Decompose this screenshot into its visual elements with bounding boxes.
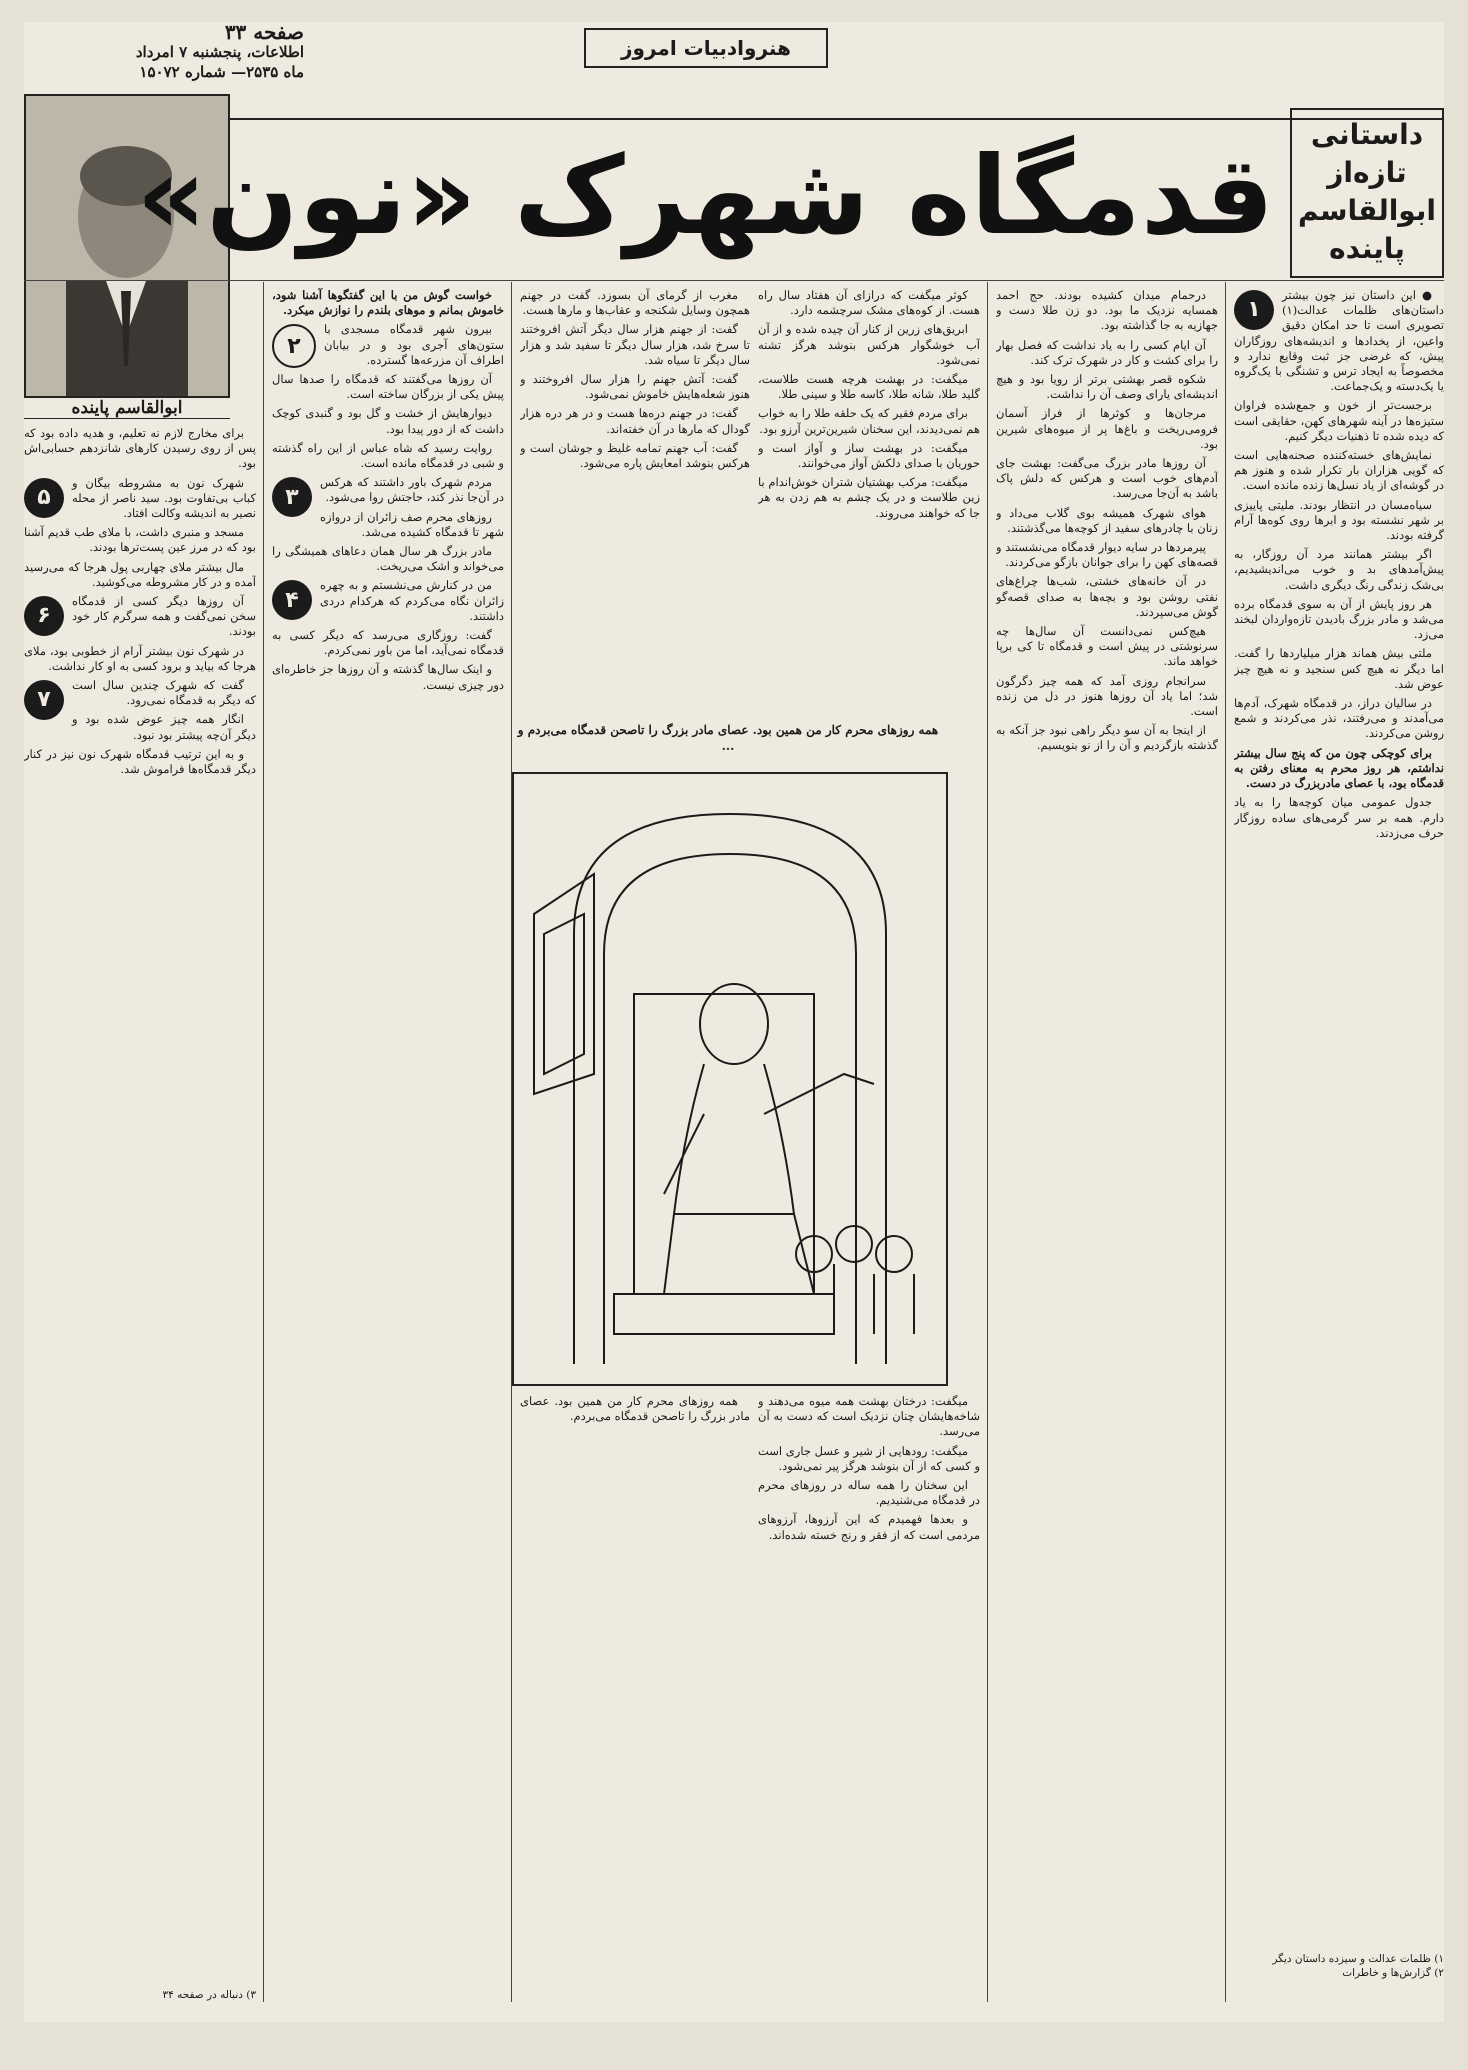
paragraph: جدول عمومی میان کوچه‌ها را به یاد دارم. همه بر سر گرمی‌های ساده روزگار حرف می‌زدند.: [1234, 795, 1444, 840]
paragraph: میگفت: رودهایی از شیر و عسل جاری است و کسی که از آن بنوشد هرگز پیر نمی‌شود.: [758, 1443, 980, 1473]
deck-line: ابوالقاسم: [1298, 194, 1436, 227]
paragraph: ملتی بیش هماند هزار میلیاردها را گفت. اما دیگر نه هیچ کس سنجید و نه هیچ چیز عوض شد.: [1234, 646, 1444, 691]
paragraph: میگفت: در بهشت ساز و آواز است و حوریان با صدای دلکش آواز می‌خوانند.: [758, 440, 980, 471]
column-rule: [511, 282, 512, 2002]
paragraph: میگفت: درختان بهشت همه میوه می‌دهند و شاخه‌هایشان چنان نزدیک است که دست به آن می‌رسد.: [758, 1394, 980, 1439]
section-marker-5: ۵: [24, 478, 64, 518]
paragraph: این سخنان را همه ساله در روزهای محرم در قدمگاه می‌شنیدیم.: [758, 1478, 980, 1508]
column-4-lower: [520, 1394, 750, 2004]
paragraph: بیرون شهر قدمگاه مسجدی با ستون‌های آجری بود و در بیابان اطراف آن مزرعه‌ها گسترده.: [324, 322, 504, 367]
paragraph: گفت: آب جهنم تمامه غلیظ و جوشان است و هرکس بنوشد امعایش پاره می‌شود.: [520, 440, 750, 471]
paragraph: در شهرک نون بیشتر آرام از خطوبی بود، ملای هرجا که بیاید و برود کسی به او کار نداشت.: [24, 643, 256, 673]
paragraph: اگر بیشتر همانند مرد آن روزگار، به پیش‌آمدهای بد و خوب می‌اندیشیدیم، بی‌شک زندگی رنگ دیگری داشت.: [1234, 547, 1444, 592]
paragraph: سرانجام روزی آمد که همه چیز دگرگون شد؛ اما یاد آن روزها هنوز در دل من زنده است.: [996, 673, 1218, 719]
paragraph: ● این داستان نیز چون بیشتر داستان‌های ظلمات عدالت(۱) تصویری است تا حد امکان دقیق واعین، از پخدادها و اندیشه‌های روزگاران پیش، که غرضی جز ثبت وقایع ندارد و مخصوصاً به ایجاد ترس و تشنگی با یک‌گروه یا یک‌دسته و یک‌جماعت.: [1234, 288, 1444, 394]
section-marker-4: ۴: [272, 580, 312, 620]
paragraph: هر روز پایش از آن به سوی قدمگاه برده می‌شد و مادر بزرگ بادیدن تازه‌واردان لبخند می‌زد.: [1234, 596, 1444, 642]
illustration-caption: همه روزهای محرم کار من همین بود. عصای مادر بزرگ را تاصحن قدمگاه می‌بردم و ...: [517, 723, 939, 753]
column-6: [24, 426, 256, 1986]
paragraph: نمایش‌های خسته‌کننده صحنه‌هایی است که گویی هزاران بار تکرار شده و هنوز هم در گوشه‌ای از یاد نسل‌ها زنده مانده است.: [1234, 448, 1444, 493]
issue-date-line: اطلاعات، پنجشنبه ۷ امرداد: [135, 43, 304, 61]
continuation-note: [24, 1988, 256, 2002]
section-marker-3: ۳: [272, 477, 312, 517]
paragraph: روایت رسید که شاه عباس از این راه گذشته و شبی در قدمگاه مانده است.: [272, 440, 504, 471]
page-number: صفحه ۳۳: [224, 22, 304, 44]
title-rule: [24, 280, 1444, 281]
footnote: ۲) گزارش‌ها و خاطرات: [1342, 1967, 1444, 1979]
paragraph: آن روزها دیگر کسی از قدمگاه سخن نمی‌گفت و همه سرگرم کار خود بودند.: [72, 594, 256, 639]
column-5: [272, 288, 504, 2008]
column-1: [1234, 288, 1444, 2008]
paragraph: و به این ترتیب قدمگاه شهرک نون نیز در کنار دیگر قدمگاه‌ها فراموش شد.: [24, 746, 256, 777]
column-rule: [1225, 282, 1226, 2002]
paragraph: از اینجا به آن سو دیگر راهی نبود جز آنکه به گذشته بازگردیم و آن را از نو بنویسیم.: [996, 723, 1218, 753]
page-header: [24, 22, 1444, 120]
paragraph: مرجان‌ها و کوثرها از فراز آسمان فرومی‌ریخت و باغ‌ها پر از میوه‌های شیرین بود.: [996, 406, 1218, 451]
section-marker-2: ۲: [272, 324, 316, 368]
section-marker-6: ۶: [24, 596, 64, 636]
paragraph: ابریق‌های زرین از کنار آن چیده شده و از آن آب خوشگوار هرکس بنوشد هرگز تشنه نمی‌شود.: [758, 322, 980, 367]
paragraph: گفت: آتش جهنم را هزار سال افروختند و هنوز شعله‌هایش خاموش نمی‌شود.: [520, 372, 750, 402]
paragraph: گفت: در جهنم دره‌ها هست و در هر دره هزار گودال که مارها در آن خفته‌اند.: [520, 406, 750, 436]
story-headline: قدمگاه شهرک «نون»: [136, 134, 1274, 259]
paragraph: سیاه‌مسان در انتظار بودند. ملیتی پاییزی بر شهر نشسته بود و ابرها روی کوه‌ها آرام گرفته بودند.: [1234, 497, 1444, 543]
paragraph: مادر بزرگ هر سال همان دعاهای همیشگی را می‌خواند و اشک می‌ریخت.: [272, 544, 504, 574]
paragraph: آن روزها می‌گفتند که قدمگاه را صدها سال پیش یکی از بزرگان ساخته است.: [272, 372, 504, 402]
issue-number-line: ماه ۲۵۳۵— شماره ۱۵۰۷۲: [139, 63, 304, 81]
paragraph: دیوارهایش از خشت و گل بود و گنبدی کوچک داشت که از دور پیدا بود.: [272, 406, 504, 436]
paragraph: و بعدها فهمیدم که این آرزوها، آرزوهای مردمی است که از فقر و رنج خسته شده‌اند.: [758, 1512, 980, 1542]
column-4: [520, 288, 750, 708]
column-2: [996, 288, 1218, 2008]
footnote: ۱) ظلمات عدالت و سیزده داستان دیگر: [1272, 1953, 1444, 1965]
story-illustration: [512, 772, 948, 1386]
paragraph: میگفت: مرکب بهشتیان شتران خوش‌اندام با زین طلاست و در یک چشم به هم زدن به هر جا که خواهند می‌روند.: [758, 475, 980, 520]
paragraph: آن ایام کسی را به یاد نداشت که فصل بهار را برای کشت و کار در شهرک ترک کند.: [996, 337, 1218, 367]
paragraph: برای مردم فقیر که یک حلقه طلا را به خواب هم نمی‌دیدند، این سخنان شیرین‌ترین آرزو بود.: [758, 406, 980, 436]
portrait-caption: ابوالقاسم پاینده: [24, 397, 230, 419]
paragraph: شکوه قصر بهشتی برتر از رویا بود و هیچ اندیشه‌ای یارای وصف آن را نداشت.: [996, 372, 1218, 402]
issue-info: [24, 22, 304, 82]
paragraph: شهرک نون به مشروطه بیگان و کباب بی‌تفاوت بود. سید ناصر از محله نصیر به اندیشه وکالت افتاد.: [72, 475, 256, 521]
paragraph: کوثر میگفت که درازای آن هفتاد سال راه هست. از کوه‌های مشک سرچشمه دارد.: [758, 288, 980, 318]
section-marker-7: ۷: [24, 680, 64, 720]
column-rule: [987, 282, 988, 2002]
column-3: [758, 288, 980, 708]
paragraph: درحمام میدان کشیده بودند. حج احمد همسایه نزدیک ما بود. دو زن طلا دست و جهازیه به جا گذاشته بود.: [996, 288, 1218, 333]
paragraph: همه روزهای محرم کار من همین بود. عصای مادر بزرگ را تاصحن قدمگاه می‌بردم.: [520, 1394, 750, 1424]
paragraph: میگفت: در بهشت هرچه هست طلاست، گلید طلا، شانه طلا، کاسه طلا و سینی طلا.: [758, 372, 980, 402]
column-rule: [263, 282, 264, 2002]
footnote: ۳) دنباله در صفحه ۳۴: [162, 1989, 256, 2001]
paragraph: در آن خانه‌های خشتی، شب‌ها چراغ‌های نفتی روشن بود و بچه‌ها به صدای قصه‌گو گوش می‌سپردند.: [996, 574, 1218, 619]
section-marker-1: ۱: [1234, 290, 1274, 330]
footnotes: [1004, 1952, 1444, 1980]
paragraph: در سالیان دراز، در قدمگاه شهرک، آدم‌ها می‌آمدند و می‌رفتند، نذر می‌کردند و شمع روشن می‌کردند.: [1234, 696, 1444, 741]
paragraph: گفت که شهرک چندین سال است که دیگر به قدمگاه نمی‌رود.: [72, 678, 256, 708]
section-label: هنروادبیات امروز: [584, 28, 828, 68]
paragraph: هیچ‌کس نمی‌دانست آن سال‌ها چه سرنوشتی در پیش است و قدمگاه تا کی برپا خواهد ماند.: [996, 624, 1218, 669]
paragraph: مسجد و منبری داشت، با ملای طب قدیم آشنا بود که در مرز عین پست‌ترها بودند.: [24, 525, 256, 555]
paragraph: مغرب از گرمای آن بسوزد. گفت در جهنم همچون وسایل شکنجه و عقاب‌ها و مارها هست.: [520, 288, 750, 318]
deck-line: داستانی: [1310, 118, 1424, 151]
paragraph: آن روزها مادر بزرگ می‌گفت: بهشت جای آدم‌های خوب است و هرکس که دلش پاک باشد به آن‌جا می‌رسد.: [996, 456, 1218, 501]
paragraph: هوای شهرک همیشه بوی گلاب می‌داد و زنان با چادرهای سفید از کوچه‌ها می‌گذشتند.: [996, 505, 1218, 535]
paragraph: روزهای محرم صف زائران از دروازه شهر تا قدمگاه کشیده می‌شد.: [320, 509, 504, 539]
deck-line: پاینده: [1329, 232, 1405, 265]
story-deck: [1290, 108, 1444, 278]
paragraph: گفت: روزگاری می‌رسد که دیگر کسی به قدمگاه نمی‌آید، اما من باور نمی‌کردم.: [272, 628, 504, 658]
paragraph: برجست‌تر از خون و جمع‌شده فراوان ستیزه‌ها در آینه شهرهای کهن، حقایقی است که دیده شده تا ذهنیات دیگر کنیم.: [1234, 398, 1444, 443]
paragraph: گفت: از جهنم هزار سال دیگر آتش افروختند تا سرخ شد، هزار سال دیگر تا سفید شد و هزار سال دیگر تا سیاه شد.: [520, 322, 750, 367]
column-3-lower: [758, 1394, 980, 2004]
paragraph: مال بیشتر ملای چهاربی پول هرجا که می‌رسید آمده و در کار مشروطه می‌کوشید.: [24, 559, 256, 589]
paragraph: مردم شهرک باور داشتند که هرکس در آن‌جا نذر کند، حاجتش روا می‌شود.: [320, 475, 504, 505]
paragraph: و اینک سال‌ها گذشته و آن روزها جز خاطره‌ای دور چیزی نیست.: [272, 662, 504, 692]
deck-line: تازه‌از: [1327, 156, 1407, 189]
paragraph: خواست گوش من با این گفتگوها آشنا شود، خاموش بمانم و موهای بلندم را نوازش میکرد.: [272, 288, 504, 318]
paragraph: پیرمردها در سایه دیوار قدمگاه می‌نشستند و قصه‌های کهن را برای جوانان بازگو می‌کردند.: [996, 540, 1218, 570]
newspaper-page: [24, 22, 1444, 2022]
paragraph: انگار همه چیز عوض شده بود و دیگر آن‌چه پیشتر بود نبود.: [72, 712, 256, 742]
illustration-drawing: [514, 774, 946, 1384]
paragraph: برای مخارج لازم نه تعلیم، و هدیه داده بود که پس از روی رسیدن کارهای شانزدهم حسابی‌اش بود.: [24, 426, 256, 471]
paragraph: برای کوچکی چون من که پنج سال بیشتر نداشتم، هر روز محرم به معنای رفتن به قدمگاه بود، با عصای مادربزرگ در دست.: [1234, 745, 1444, 791]
paragraph: من در کنارش می‌نشستم و به چهره زائران نگاه می‌کردم که هرکدام دردی داشتند.: [320, 578, 504, 623]
